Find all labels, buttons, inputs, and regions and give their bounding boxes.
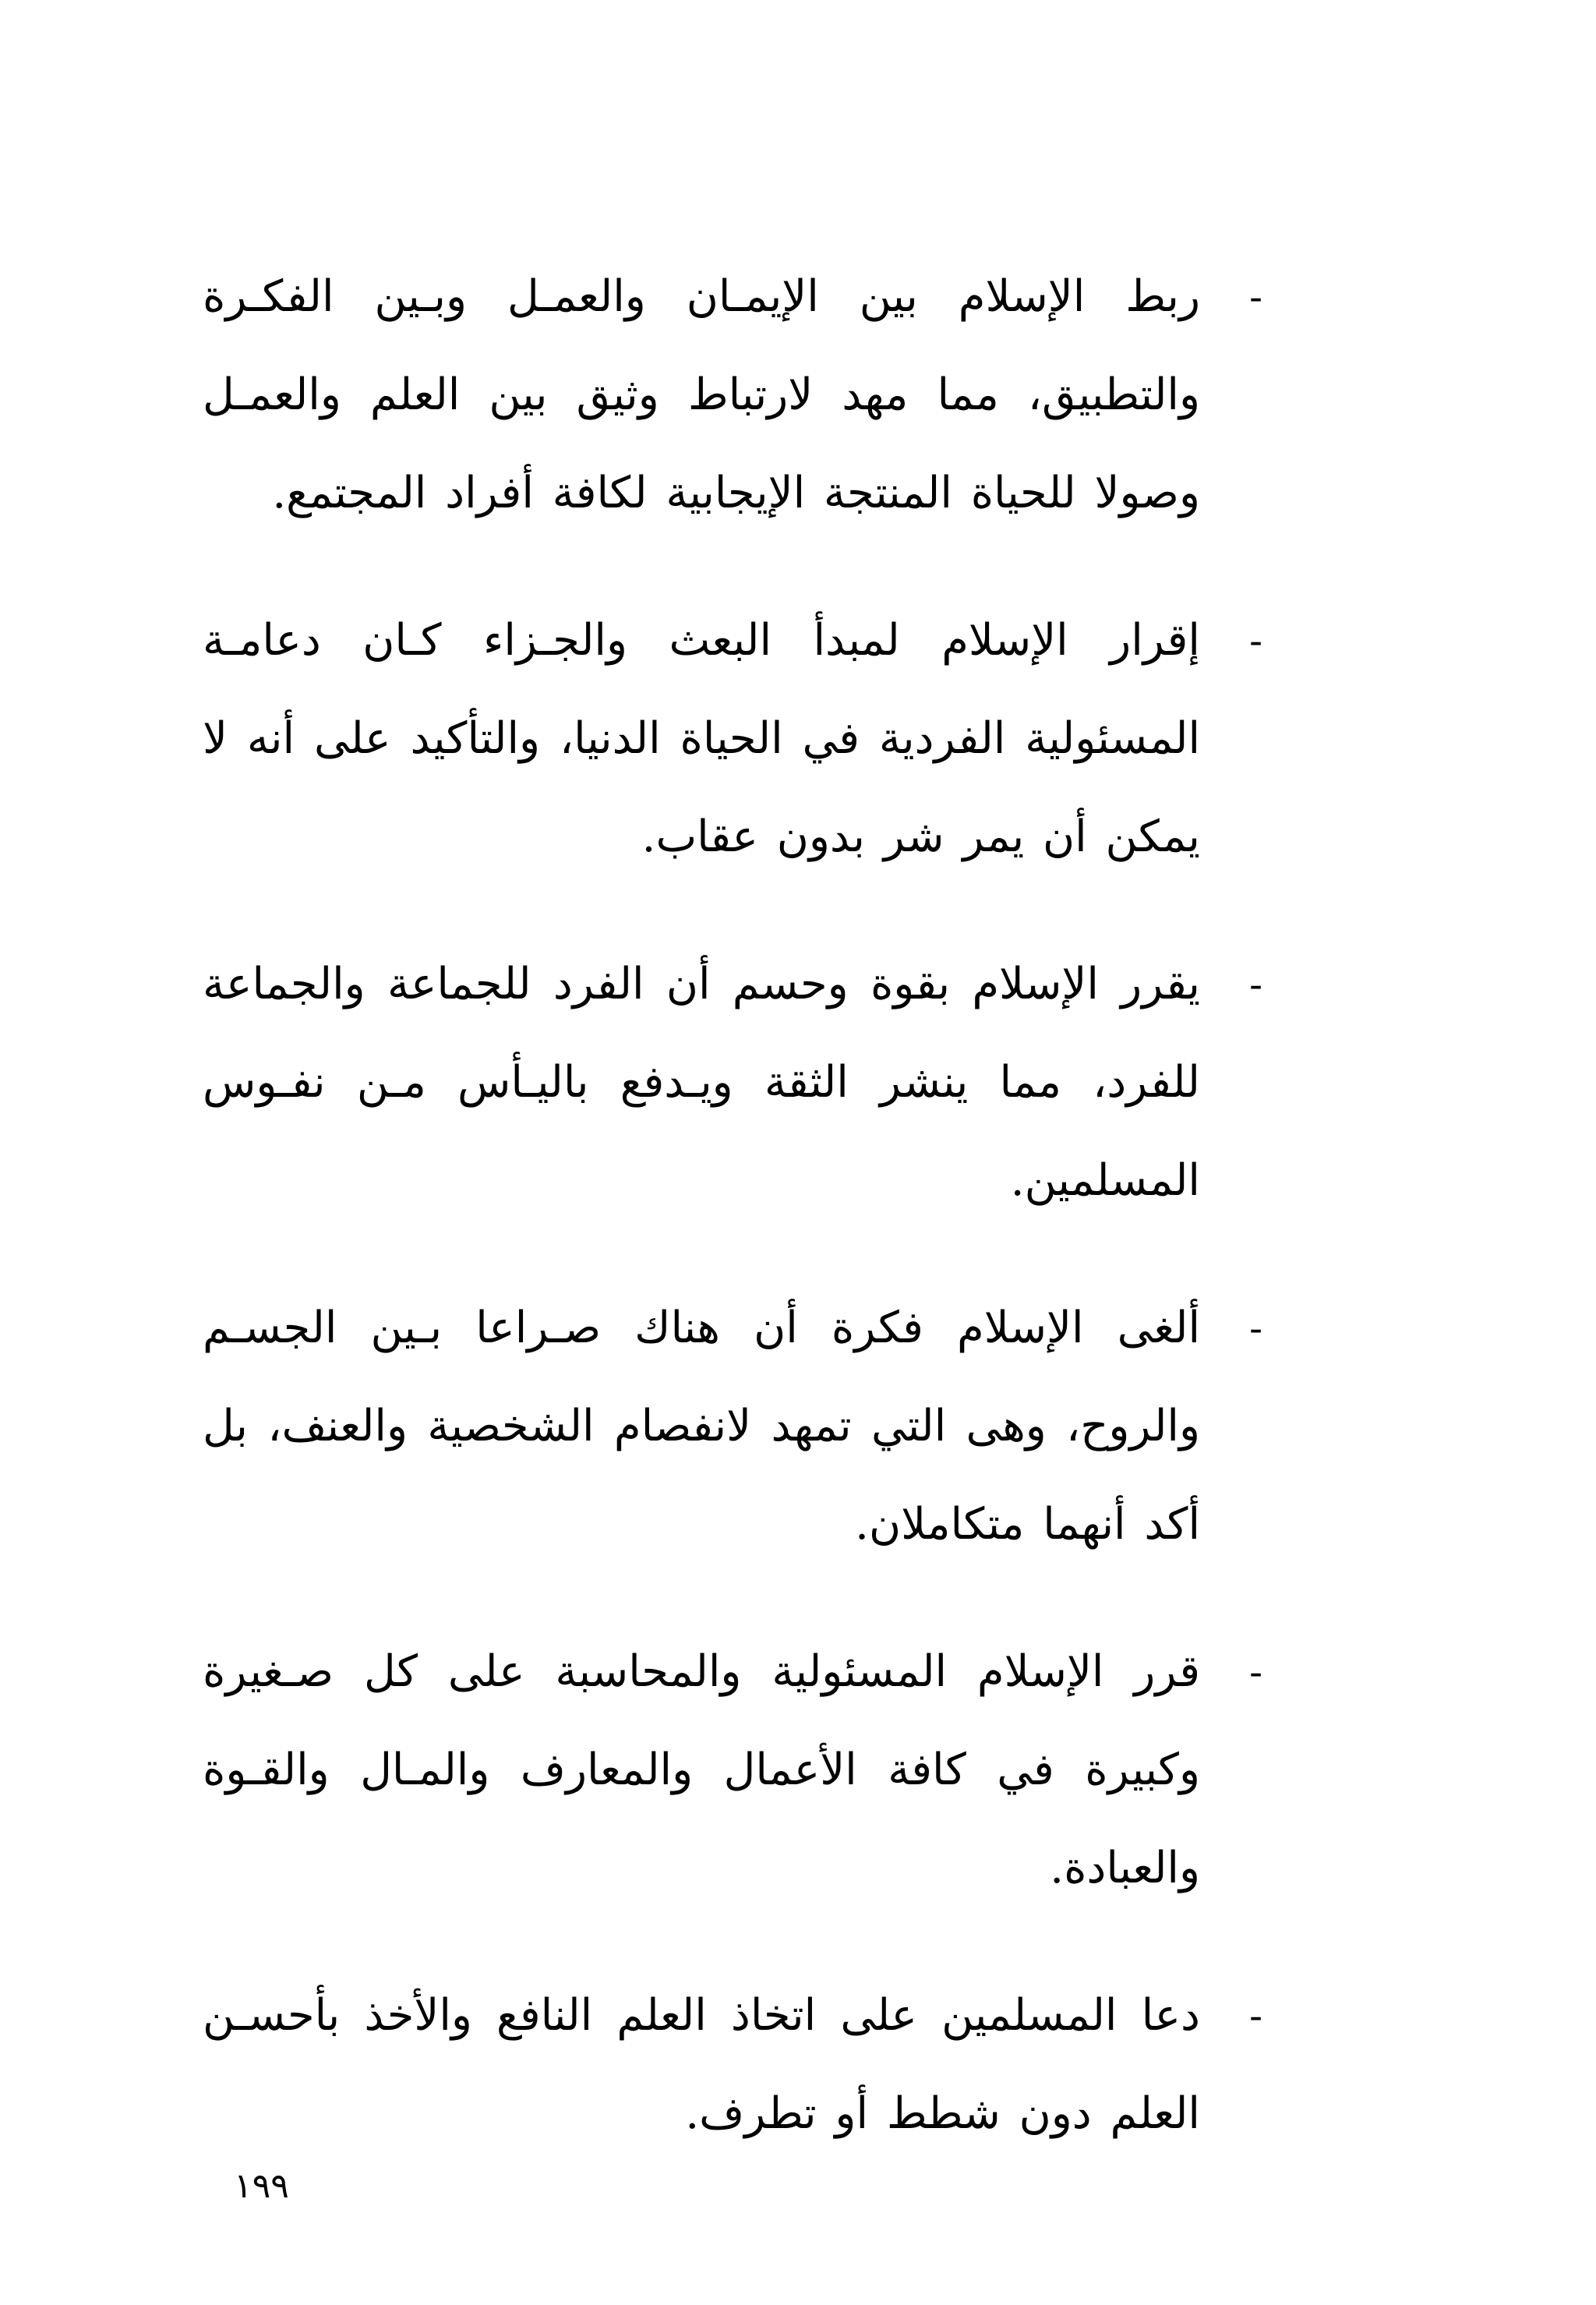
- bullet-dash: -: [1249, 962, 1262, 1007]
- list-item: [203, 592, 1262, 886]
- list-item: [203, 248, 1262, 543]
- list-item: [203, 935, 1262, 1230]
- paragraph-text: ربط الإسلام بين الإيمـان والعمـل وبـين الفكـرة والتطبيق، مما مهد لارتباط وثيق بين العلم والعمـل وصولا للحياة المنتجة الإيجابية لكافة أفراد المجتمع.: [203, 271, 1200, 518]
- list-item: [203, 1279, 1262, 1574]
- bullet-dash: -: [1249, 1993, 1262, 2038]
- list-item: [203, 1623, 1262, 1918]
- bullet-dash: -: [1249, 274, 1262, 320]
- paragraph-text: دعا المسلمين على اتخاذ العلم النافع والأخذ بأحسـن العلم دون شطط أو تطرف.: [203, 1990, 1200, 2139]
- paragraph-text: إقرار الإسلام لمبدأ البعث والجـزاء كـان دعامـة المسئولية الفردية في الحياة الدنيا، والتأكيد على أنه لا يمكن أن يمر شر بدون عقاب.: [203, 615, 1200, 862]
- page-number: ١٩٩: [234, 2166, 289, 2206]
- bullet-dash: -: [1249, 1649, 1262, 1695]
- list-item: [203, 1967, 1262, 2163]
- paragraph-text: يقرر الإسلام بقوة وحسم أن الفرد للجماعة والجماعة للفرد، مما ينشر الثقة ويـدفع باليـأس مـن نفـوس المسلمين.: [203, 959, 1200, 1206]
- paragraph-text: قرر الإسلام المسئولية والمحاسبة على كل صـغيرة وكبيرة في كافة الأعمال والمعارف والمـال والقـوة والعبادة.: [203, 1646, 1200, 1893]
- bullet-list: [203, 248, 1262, 2212]
- paragraph-text: ألغى الإسلام فكرة أن هناك صـراعا بـين الجسـم والروح، وهى التي تمهد لانفصام الشخصية والعنف، بل أكد أنهما متكاملان.: [203, 1303, 1200, 1550]
- bullet-dash: -: [1249, 1306, 1262, 1351]
- bullet-dash: -: [1249, 618, 1262, 663]
